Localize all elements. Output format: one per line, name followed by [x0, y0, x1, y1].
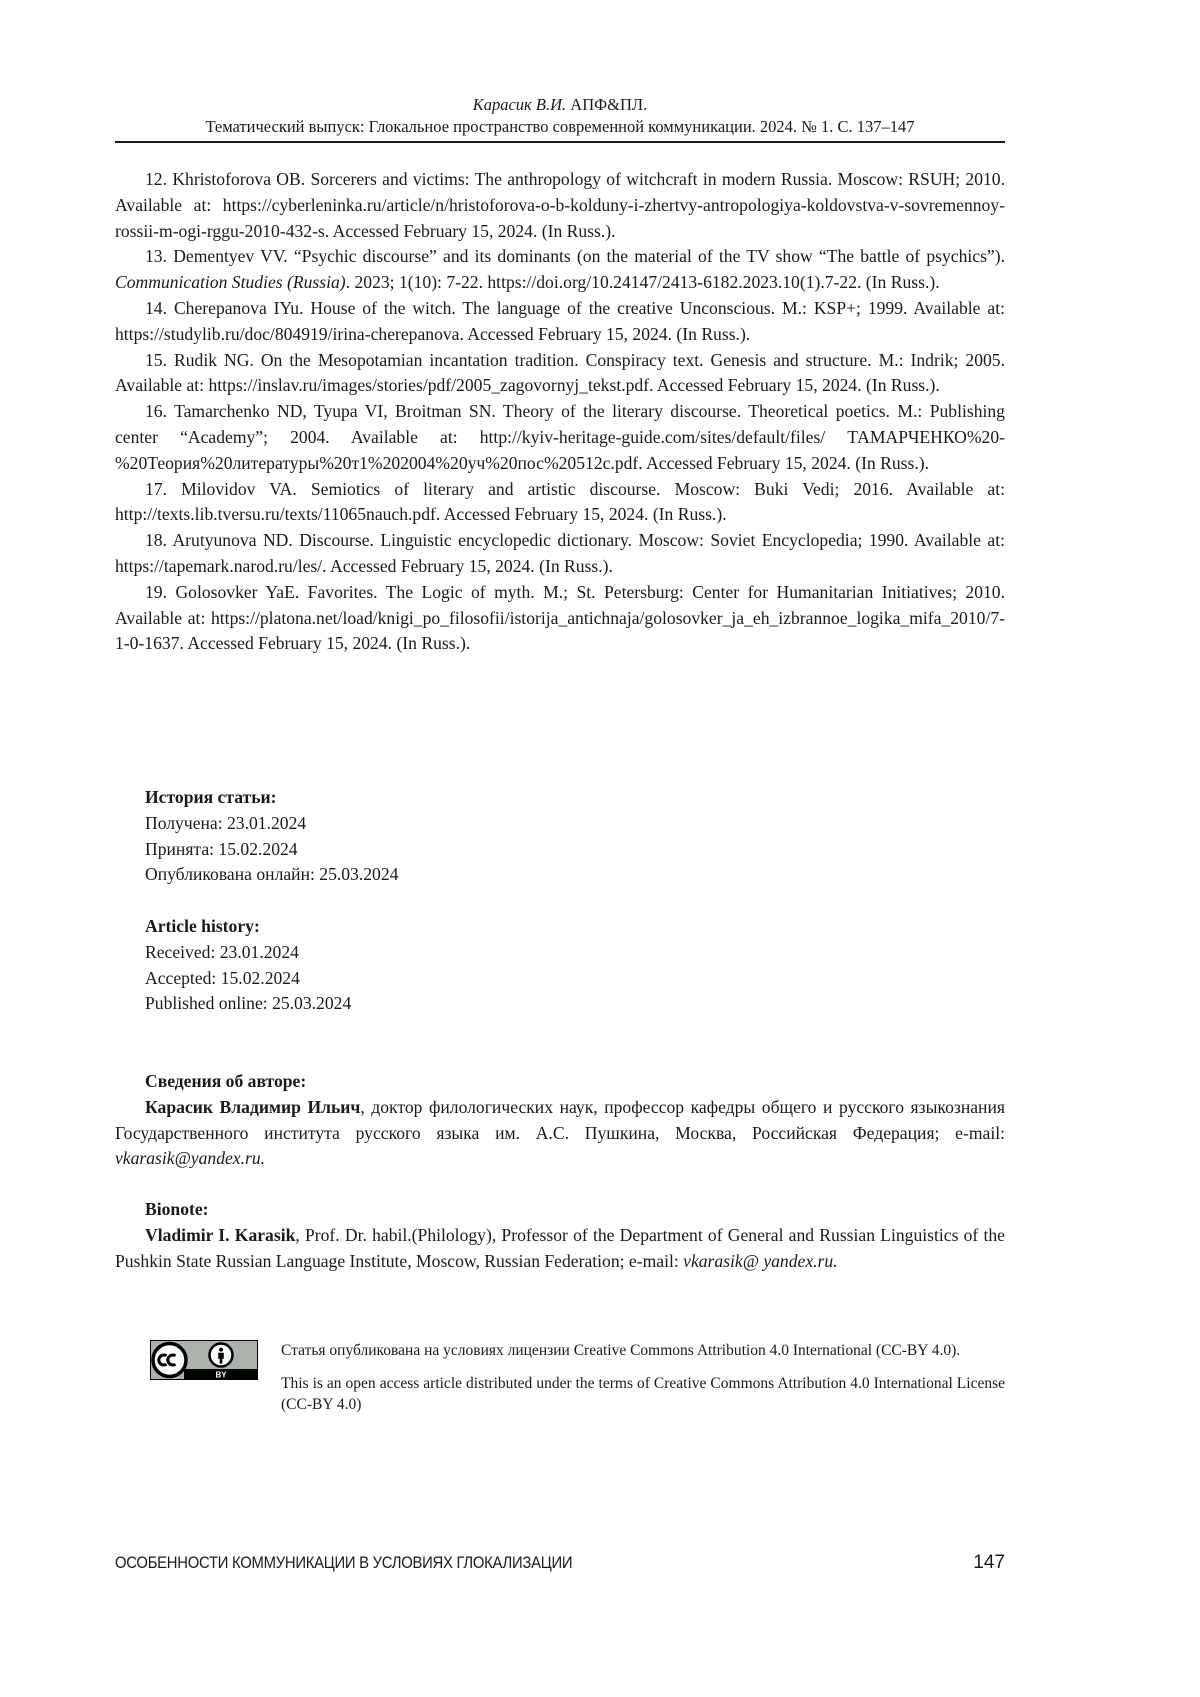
author-name-en: Vladimir I. Karasik [145, 1224, 296, 1245]
article-history-ru [115, 785, 1005, 888]
license-text [281, 1340, 1005, 1427]
cc-badge-label: BY [215, 1370, 227, 1380]
author-description-en: , Prof. Dr. habil.(Philology), Professor of the Department of General and Russian Linguistics of the Pushkin State Russian Language Institute, Moscow, Russian Federation; e-mail: [115, 1224, 1005, 1271]
reference-item [115, 399, 1005, 476]
reference-text: Khristoforova OB. Sorcerers and victims: The anthropology of witchcraft in modern Russia. Moscow: RSUH; 2010. Available at: https://cyberleninka.ru/article/n/hristoforova-o-b-kolduny-i-zhertvy-antropologiya-koldovstva-v-sovremennoy-rossii-m-ogi-rggu-2010-432-s. Accessed February 15, 2024. (In Russ.). [115, 169, 1006, 241]
article-history-en-heading: Article history: [145, 916, 260, 936]
reference-number: 12. [145, 169, 167, 189]
reference-item [115, 167, 1005, 244]
author-info-ru-heading: Сведения об авторе: [145, 1071, 307, 1091]
running-header [115, 94, 1005, 138]
author-info-ru [115, 1069, 1005, 1172]
bionote-text [115, 1223, 1005, 1275]
reference-text: Rudik NG. On the Mesopotamian incantation tradition. Conspiracy text. Genesis and structure. M.: Indrik; 2005. Available at: https://inslav.ru/images/stories/pdf/2005_zagovornyj_tekst.pdf. Accessed February 15, 2024. (In Russ.). [115, 349, 1005, 396]
reference-item [115, 580, 1005, 657]
reference-text: Arutyunova ND. Discourse. Linguistic encyclopedic dictionary. Moscow: Soviet Encyclopedia; 1990. Available at: https://tapemark.narod.ru/les/. Accessed February 15, 2024. (In Russ.). [115, 530, 1005, 576]
reference-number: 13. [145, 246, 167, 267]
reference-text-tail: . 2023; 1(10): 7-22. https://doi.org/10.24147/2413-6182.2023.10(1).7-22. (In Russ.). [345, 272, 940, 293]
header-issue-line: Тематический выпуск: Глокальное пространство современной коммуникации. 2024. № 1. С. 137–147 [205, 117, 915, 136]
reference-journal-title: Communication Studies (Russia) [115, 272, 346, 293]
header-rule [115, 141, 1005, 143]
author-description-ru: , доктор филологических наук, профессор кафедры общего и русского языкознания Государственного института русского языка им. А.С. Пушкина, Москва, Российская Федерация; e-mail: [115, 1096, 1005, 1143]
article-history-ru-heading: История статьи: [145, 787, 277, 807]
published-date-en: Published online: 25.03.2024 [145, 993, 352, 1014]
license-text-ru: Статья опубликована на условиях лицензии Creative Commons Attribution 4.0 International (CC-BY 4.0). [281, 1342, 961, 1359]
author-email-ru: vkarasik@yandex.ru. [115, 1148, 266, 1169]
reference-item [115, 348, 1005, 400]
reference-text: Dementyev VV. “Psychic discourse” and its dominants (on the material of the TV show “The battle of psychics”). [173, 246, 1005, 267]
page-number: 147 [973, 1552, 1005, 1573]
reference-number: 17. [145, 478, 167, 499]
reference-item [115, 244, 1005, 296]
author-name-ru: Карасик Владимир Ильич [145, 1096, 361, 1117]
reference-number: 14. [145, 297, 167, 318]
article-history-en [115, 914, 1005, 1017]
reference-text: Tamarchenko ND, Tyupa VI, Broitman SN. Theory of the literary discourse. Theoretical poetics. M.: Publishing center “Academy”; 2004. Available at: http://kyiv-heritage-guide.com/sites/default/files/ ТАМАРЧЕНКО%20-%20Теория%20литературы%20т1%202004%20уч%20пос%20512с.pdf. Accessed February 15, 2024. (In Russ.). [115, 401, 1005, 473]
reference-item [115, 296, 1005, 348]
license-text-en: This is an open access article distributed under the terms of Creative Commons Attribution 4.0 International License (CC-BY 4.0) [281, 1375, 1005, 1413]
received-date-ru: Получена: 23.01.2024 [145, 812, 307, 833]
reference-number: 18. [145, 530, 167, 551]
reference-text: Cherepanova IYu. House of the witch. The language of the creative Unconscious. M.: KSP+; 1999. Available at: https://studylib.ru/doc/804919/irina-cherepanova. Accessed February 15, 2024. (In Russ.). [115, 297, 1005, 344]
footer-journal-section: ОСОБЕННОСТИ КОММУНИКАЦИИ В УСЛОВИЯХ ГЛОКАЛИЗАЦИИ [115, 1554, 573, 1572]
accepted-date-en: Accepted: 15.02.2024 [145, 967, 300, 988]
bionote-heading: Bionote: [145, 1199, 209, 1219]
published-date-ru: Опубликована онлайн: 25.03.2024 [145, 864, 399, 885]
accepted-date-ru: Принята: 15.02.2024 [145, 838, 298, 859]
cc-by-license-icon [150, 1340, 258, 1380]
reference-item [115, 528, 1005, 580]
reference-number: 16. [145, 401, 167, 422]
received-date-en: Received: 23.01.2024 [145, 941, 299, 962]
reference-number: 19. [145, 581, 167, 602]
reference-number: 15. [145, 349, 167, 370]
reference-list [115, 167, 1005, 657]
header-journal-short: АПФ&ПЛ. [570, 95, 648, 114]
header-author-line [115, 94, 1005, 116]
reference-text: Milovidov VA. Semiotics of literary and artistic discourse. Moscow: Buki Vedi; 2016. Available at: http://texts.lib.tversu.ru/texts/11065nauch.pdf. Accessed February 15, 2024. (In Russ.). [115, 478, 1005, 525]
author-info-ru-text [115, 1095, 1005, 1172]
header-author: Карасик В.И. [472, 95, 567, 114]
reference-text: Golosovker YaE. Favorites. The Logic of myth. M.; St. Petersburg: Center for Humanitarian Initiatives; 2010. Available at: https://platona.net/load/knigi_po_filosofii/istorija_antichnaja/golosovker_ja_eh_izbrannoe_logika_mifa_2010/7-1-0-1637. Accessed February 15, 2024. (In Russ.). [115, 581, 1005, 654]
reference-item [115, 477, 1005, 529]
author-email-en: vkarasik@ yandex.ru. [683, 1250, 838, 1271]
author-info-en [115, 1197, 1005, 1274]
